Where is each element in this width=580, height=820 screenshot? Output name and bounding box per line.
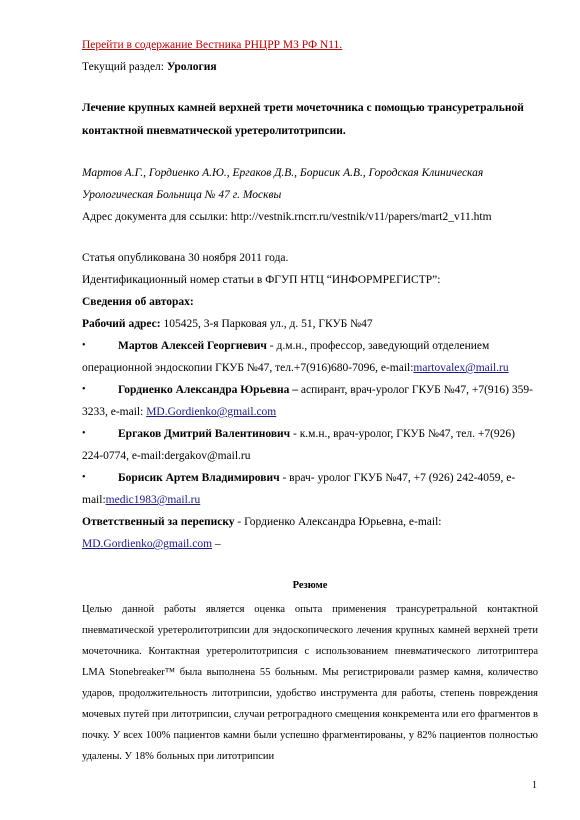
back-to-contents-link[interactable]: Перейти в содержание Вестника РНЦРР МЗ РФ N11. <box>82 39 343 51</box>
bullet-icon: • <box>82 384 86 395</box>
work-address-value: 105425, 3-я Парковая ул., д. 51, ГКУБ №47 <box>160 318 373 330</box>
author-email-link[interactable]: MD.Gordienko@gmail.com <box>146 406 277 418</box>
author-email-link[interactable]: martovalex@mail.ru <box>413 362 509 374</box>
section-name: Урология <box>166 61 217 73</box>
author-email-link[interactable]: medic1983@mail.ru <box>105 494 201 506</box>
address-label: Адрес документа для ссылки: <box>82 211 231 223</box>
page-number: 1 <box>532 780 537 791</box>
address-url: http://vestnik.rncrr.ru/vestnik/v11/papers/mart2_v11.htm <box>230 211 492 223</box>
author-entry <box>82 335 538 379</box>
document-address <box>82 206 538 228</box>
author-details: аспирант, врач-уролог ГКУБ №47, +7(916) 359-3233, e-mail: <box>82 384 533 418</box>
author-name: Гордиенко Александра Юрьевна – <box>118 384 298 396</box>
author-entry <box>82 423 538 467</box>
author-details: - к.м.н., врач-уролог, ГКУБ №47, тел. +7(926) 224-0774, e-mail:dergakov@mail.ru <box>82 428 516 462</box>
bullet-icon: • <box>82 472 86 483</box>
author-details: - врач- уролог ГКУБ №47, +7 (926) 242-4059, e-mail: <box>82 472 516 506</box>
author-entry <box>82 379 538 423</box>
authors-info-heading: Сведения об авторах: <box>82 296 194 308</box>
author-name: Мартов Алексей Георгиевич <box>118 340 267 352</box>
bullet-icon: • <box>82 340 86 351</box>
publication-date: Статья опубликована 30 ноября 2011 года. <box>82 252 289 264</box>
author-name: Борисик Артем Владимирович <box>118 472 280 484</box>
author-name: Ергаков Дмитрий Валентинович <box>118 428 291 440</box>
correspondence-label: Ответственный за переписку <box>82 516 235 528</box>
correspondence-email-link[interactable]: MD.Gordienko@gmail.com <box>82 538 213 550</box>
current-section <box>82 56 538 78</box>
abstract-heading: Резюме <box>292 580 328 591</box>
author-list <box>82 335 538 511</box>
author-entry <box>82 467 538 511</box>
correspondence-tail: – <box>212 538 221 550</box>
article-authors: Мартов А.Г., Гордиенко А.Ю., Ергаков Д.В., Борисик А.В., Городская Клиническая Урологическая Больница № 47 г. Москвы <box>82 167 484 201</box>
page-content <box>82 34 538 767</box>
correspondence-text: - Гордиенко Александра Юрьевна, e-mail: <box>234 516 442 528</box>
work-address-label: Рабочий адрес: <box>82 318 161 330</box>
work-address <box>82 313 538 335</box>
correspondence <box>82 511 538 555</box>
abstract-text: Целью данной работы является оценка опыта применения трансуретральной контактной пневматической уретеролитотрипсии для эндоскопического лечения крупных камней верхней трети мочеточника. Контактная уретеролитотрипсия с использованием пневматического литотриптера LMA Stonebreaker™ была выполнена 55 больным. Мы регистрировали размер камня, количество ударов, продолжительность литотрипсии, удобство инструмента для работы, степень повреждения мочевых путей при литотрипсии, случаи ретроградного смещения конкремента или его фрагментов в почку. У всех 100% пациентов камни были успешно фрагментированы, у 82% пациентов полностью удалены. У 18% больных при литотрипсии <box>82 604 538 762</box>
author-details: - д.м.н., профессор, заведующий отделением операционной эндоскопии ГКУБ №47, тел.+7(916)680-7096, e-mail: <box>82 340 490 374</box>
article-title: Лечение крупных камней верхней трети мочеточника с помощью трансуретральной контактной пневматической уретеролитотрипсии. <box>82 102 524 137</box>
registration-number: Идентификационный номер статьи в ФГУП НТЦ “ИНФОРМРЕГИСТР”: <box>82 274 441 286</box>
bullet-icon: • <box>82 428 86 439</box>
section-prefix: Текущий раздел: <box>82 61 167 73</box>
